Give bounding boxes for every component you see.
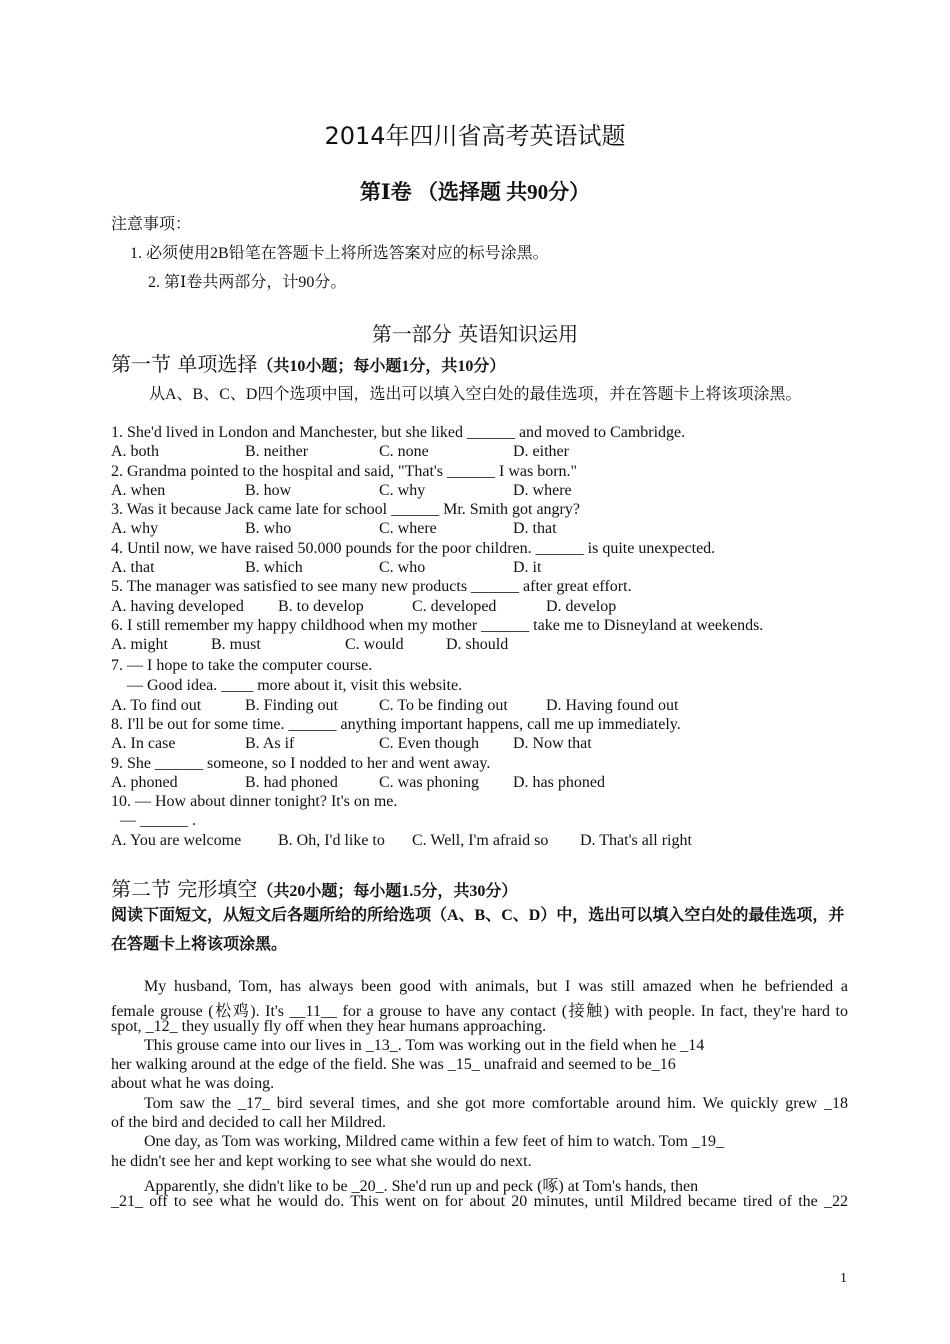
question-stem: 9. She ______ someone, so I nodded to her and went away. [111, 755, 491, 772]
passage-line: he didn't see her and kept working to see what she would do next. [111, 1153, 532, 1170]
passage-line: This grouse came into our lives in _13_. Tom was working out in the field when he _14 [144, 1037, 705, 1054]
option: D. That's all right [580, 832, 692, 849]
question-stem: 8. I'll be out for some time. ______ anything important happens, call me up immediately. [111, 716, 681, 733]
option: A. phoned [111, 774, 178, 791]
question-stem: 6. I still remember my happy childhood when my mother ______ take me to Disneyland at weekends. [111, 617, 764, 634]
passage-line: One day, as Tom was working, Mildred came within a few feet of him to watch. Tom _19_ [144, 1133, 724, 1150]
passage-line: Tom saw the _17_ bird several times, and she got more comfortable around him. We quickly grew _18 [144, 1095, 848, 1112]
notice-heading: 注意事项： [111, 214, 192, 233]
option: B. must [211, 636, 261, 653]
section2-instruction: 阅读下面短文，从短文后各题所给的所给选项（A、B、C、D）中，选出可以填入空白处的最佳选项，并在答题卡上将该项涂黑。 [111, 907, 845, 953]
option: C. would [345, 636, 404, 653]
option: C. none [379, 443, 429, 460]
option: D. where [513, 482, 572, 499]
part-title: 第一部分 英语知识运用 [371, 322, 579, 346]
question-stem: — ______ . [120, 812, 196, 829]
option: B. had phoned [245, 774, 338, 791]
option: B. Finding out [245, 697, 338, 714]
section2-heading [111, 873, 517, 902]
option: A. In case [111, 735, 176, 752]
option: B. how [245, 482, 292, 499]
question-stem: 7. — I hope to take the computer course. [111, 657, 373, 674]
passage-line: spot, _12_ they usually fly off when they hear humans approaching. [111, 1018, 547, 1035]
option: C. who [379, 559, 426, 576]
question-stem: 3. Was it because Jack came late for school ______ Mr. Smith got angry? [111, 501, 580, 518]
option: D. it [513, 559, 542, 576]
section1-instruction: 从A、B、C、D四个选项中国，选出可以填入空白处的最佳选项，并在答题卡上将该项涂黑。 [149, 386, 802, 403]
question-stem: 4. Until now, we have raised 50.000 pounds for the poor children. ______ is quite unexpected. [111, 540, 716, 557]
option: C. why [379, 482, 426, 499]
page-title: 2014年四川省高考英语试题 [324, 122, 626, 150]
section1-heading [111, 348, 505, 377]
notice-item: 1. 必须使用2B铅笔在答题卡上将所选答案对应的标号涂黑。 [130, 245, 549, 262]
option: A. You are welcome [111, 832, 242, 849]
section1-subtitle: （共10小题；每小题1分，共10分） [257, 358, 506, 375]
question-stem: 1. She'd lived in London and Manchester, but she liked ______ and moved to Cambridge. [111, 424, 686, 441]
notice-item: 2. 第Ⅰ卷共两部分，计90分。 [148, 274, 347, 291]
option: C. To be finding out [379, 697, 508, 714]
question-stem: 10. — How about dinner tonight? It's on me. [111, 793, 398, 810]
option: C. developed [412, 598, 497, 615]
passage-line: her walking around at the edge of the field. She was _15_ unafraid and seemed to be_16 [111, 1056, 676, 1073]
option: A. having developed [111, 598, 244, 615]
question-stem: 5. The manager was satisfied to see many new products ______ after great effort. [111, 578, 632, 595]
option: B. Oh, I'd like to [278, 832, 385, 849]
option: D. Having found out [546, 697, 679, 714]
option: D. Now that [513, 735, 592, 752]
option: A. when [111, 482, 166, 499]
section2-title: 第二节 完形填空 [111, 877, 258, 901]
passage-line: My husband, Tom, has always been good with animals, but I was still amazed when he befriended a [144, 978, 848, 995]
option: A. that [111, 559, 155, 576]
option: D. that [513, 520, 557, 537]
question-stem: 2. Grandma pointed to the hospital and said, "That's ______ I was born." [111, 463, 578, 480]
option: D. either [513, 443, 569, 460]
passage-line: Apparently, she didn't like to be _20_. She'd run up and peck (啄) at Tom's hands, then [144, 1178, 699, 1195]
option: A. To find out [111, 697, 202, 714]
option: C. Well, I'm afraid so [412, 832, 549, 849]
volume-heading: 第Ⅰ卷 （选择题 共90分） [359, 180, 591, 204]
option: C. Even though [379, 735, 479, 752]
passage-line: female grouse (松鸡). It's __11__ for a grouse to have any contact (接触) with people. In fact, they're hard to [111, 1003, 848, 1020]
question-stem: — Good idea. ____ more about it, visit this website. [127, 677, 463, 694]
option: A. might [111, 636, 168, 653]
section2-subtitle: （共20小题；每小题1.5分，共30分） [257, 883, 518, 900]
passage-line: _21_ off to see what he would do. This went on for about 20 minutes, until Mildred became tired of the _22 [111, 1193, 848, 1210]
option: C. was phoning [379, 774, 479, 791]
section1-title: 第一节 单项选择 [111, 352, 258, 376]
option: B. As if [245, 735, 295, 752]
option: D. develop [546, 598, 617, 615]
option: D. should [446, 636, 509, 653]
option: D. has phoned [513, 774, 605, 791]
option: A. both [111, 443, 159, 460]
option: B. neither [245, 443, 309, 460]
option: A. why [111, 520, 159, 537]
option: B. to develop [278, 598, 364, 615]
passage-line: of the bird and decided to call her Mildred. [111, 1114, 387, 1131]
page-number: 1 [840, 1271, 847, 1286]
option: B. who [245, 520, 292, 537]
option: B. which [245, 559, 303, 576]
passage-line: about what he was doing. [111, 1075, 275, 1092]
option: C. where [379, 520, 437, 537]
